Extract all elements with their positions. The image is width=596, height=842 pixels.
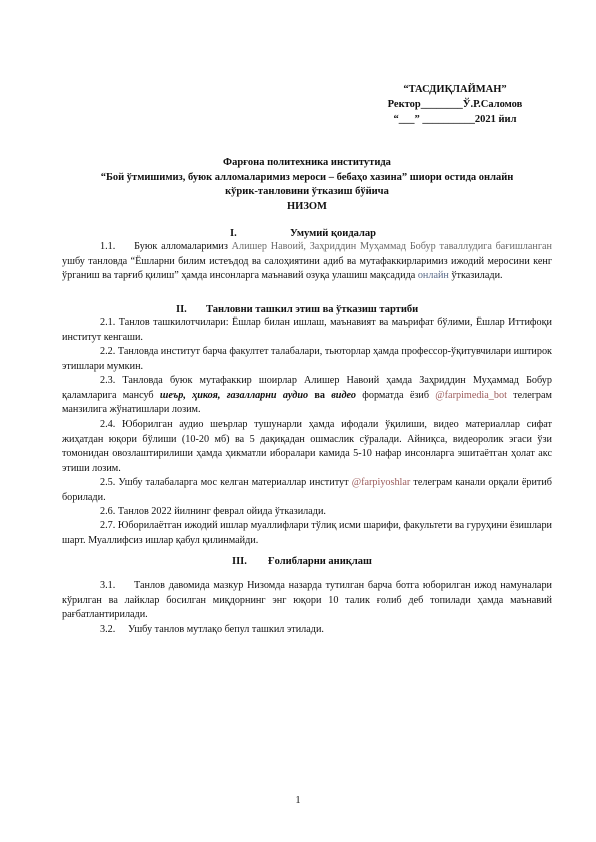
paragraph-2-5: 2.5. Ушбу талабаларга мос келган материаллар институт @farpiyoshlar телеграм канали орқали ёритиб борилади. — [62, 477, 552, 503]
section-number: I. — [230, 228, 237, 239]
paragraph-2-7: 2.7. Юборилаётган ижодий ишлар муаллифлари тўлиқ исми шарифи, факультети ва гуруҳини ёзишлари шарт. Муаллифсиз ишлар қабул қилинмайди. — [62, 520, 552, 546]
heading-title-line2: кўрик-танловини ўтказиш бўйича — [225, 186, 389, 197]
paragraph-1-1: 1.1. Буюк алломаларимиз Алишер Навоий, Заҳриддин Муҳаммад Бобур таваллудига бағишланган ушбу танловда “Ёшларни билим истеъдод ва салоҳиятини адиб ва мутафаккирларимиз ижодий меросини кенг ўрганиш ва тарғиб қилиш” ҳамда инсонларга маънавий озуқа улашиш мақсадида онлайн ўтказилади. — [62, 241, 553, 282]
paragraph-2-3: 2.3. Танловда буюк мутафаккир шоирлар Алишер Навоий ҳамда Заҳриддин Муҳаммад Бобур қаламларига мансуб шеър, ҳикоя, ғазалларни аудио ва видео форматда ёзиб @farpimedia_bot телеграм манзилига жўнатишлари лозим. — [62, 375, 552, 416]
paragraph-2-2: 2.2. Танловда институт барча факултет талабалари, тьюторлар ҳамда профессор-ўқитувчилари иштирок этишлари мумкин. — [62, 346, 552, 372]
heading-title-line1: “Бой ўтмишимиз, буюк алломаларимиз мероси – бебаҳо хазина” шиори остида онлайн — [100, 171, 514, 183]
section-name: Танловни ташкил этиш ва ўтказиш тартиби — [206, 304, 419, 315]
channel-link[interactable]: @farpiyoshlar — [351, 477, 411, 488]
approval-date: “___” __________2021 йил — [393, 114, 517, 125]
paragraph-number: 1.1. — [100, 241, 116, 252]
names-text: Алишер Навоий, Заҳриддин Муҳаммад Бобур таваллудига бағишланган — [231, 241, 553, 252]
approval-block — [360, 82, 550, 127]
audio-text: аудио — [282, 389, 309, 401]
document-heading — [62, 156, 552, 214]
genres-text: шеър, ҳикоя, ғазалларни — [159, 389, 277, 401]
section-title-2 — [176, 303, 418, 317]
paragraph-2-4: 2.4. Юборилган аудио шеърлар тушунарли ҳамда ифодали ўқилиши, видео материаллар сифат жиҳатдан юқори бўлиши (10-20 мб) ва 5 дақиқадан ошмаслик сўралади. Айниқса, видеоролик эгаси ўзи томонидан овозлаштирилиши ҳамда ҳикматли иборалари камида 5-10 нафар инсонларга эшитаётган ҳолат акс этиши лозим. — [62, 419, 552, 474]
heading-org: Фарғона политехника институтида — [223, 157, 391, 168]
section-title-3 — [232, 555, 372, 569]
approval-rector: Ректор________Ў.Р.Саломов — [387, 99, 523, 110]
section-number: III. — [232, 556, 247, 567]
section-name: Ғолибларни аниқлаш — [268, 556, 372, 567]
section-title-1 — [230, 227, 376, 241]
heading-doc-type: НИЗОМ — [287, 200, 327, 212]
section-name: Умумий қоидалар — [290, 228, 376, 239]
approval-title: “ТАСДИҚЛАЙМАН” — [403, 84, 507, 95]
bot-link[interactable]: @farpimedia_bot — [435, 389, 507, 401]
video-text: видео — [331, 389, 357, 401]
paragraph-3-2: 3.2. Ушбу танлов мутлақо бепул ташкил этилади. — [100, 624, 324, 635]
paragraph-2-6: 2.6. Танлов 2022 йилнинг феврал ойида ўтказилади. — [100, 506, 326, 517]
paragraph-number: 3.2. — [100, 624, 116, 635]
paragraph-number: 3.1. — [100, 580, 116, 591]
paragraph-3-1: 3.1. Танлов давомида мазкур Низомда назарда тутилган барча ботга юборилган ижод намуналари кўрилган ва лайклар босилган миқдорнинг энг юқори 10 талик ғолиб деб топилади ҳамда маънавий рағбатлантирилади. — [62, 580, 552, 621]
online-text: онлайн — [417, 270, 449, 282]
section-number: II. — [176, 304, 187, 315]
page-number: 1 — [295, 795, 301, 806]
paragraph-2-1: 2.1. Танлов ташкилотчилари: Ёшлар билан ишлаш, маънавият ва маърифат бўлими, Ёшлар Иттифоқи институт кенгаши. — [62, 317, 552, 343]
